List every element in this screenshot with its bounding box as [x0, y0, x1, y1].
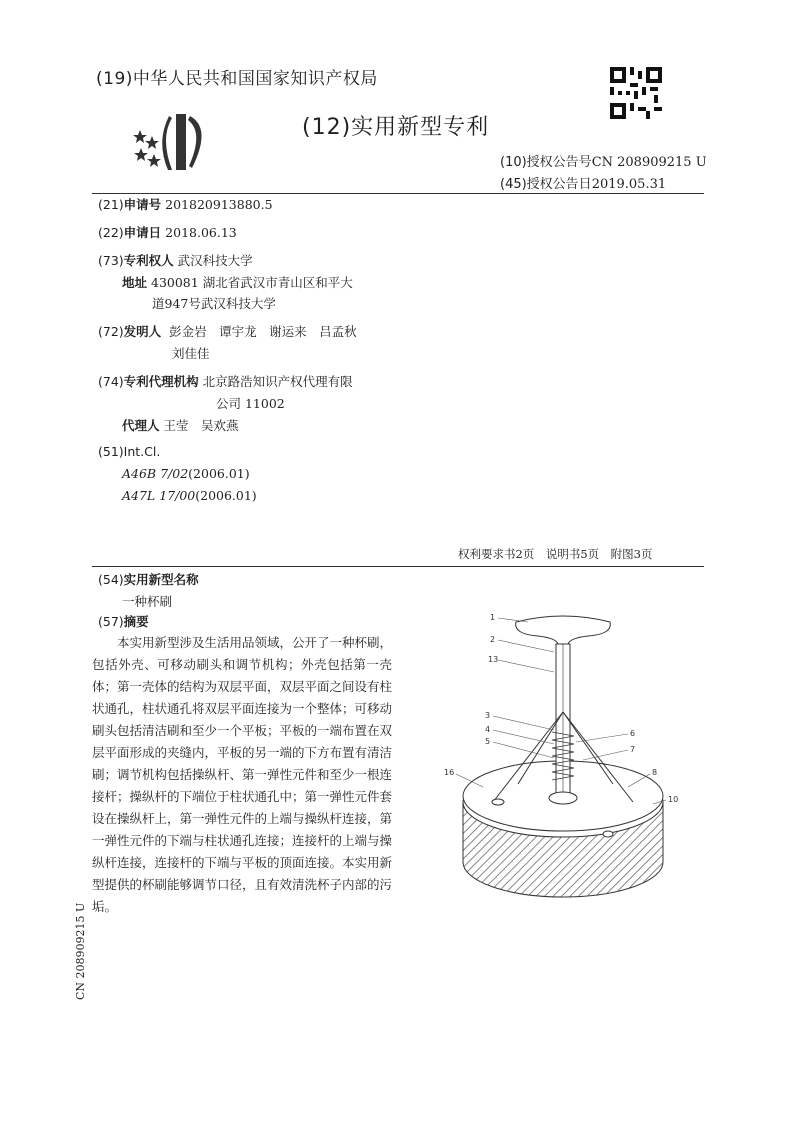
field-label: 代理人	[122, 418, 160, 433]
ipc-heading	[98, 442, 160, 462]
cup-brush-drawing	[438, 612, 688, 912]
ipc-date: (2006.01)	[195, 488, 257, 503]
field-value: 彭金岩 谭宇龙 谢运来 吕孟秋	[169, 324, 357, 339]
drawing-label: 8	[652, 768, 658, 777]
field-label: 申请日	[123, 225, 162, 240]
drawing-label: 5	[485, 737, 491, 746]
application-date	[98, 223, 237, 243]
drawing-label: 10	[668, 795, 679, 804]
field-label: 摘要	[123, 614, 149, 629]
abstract-text: 本实用新型涉及生活用品领域，公开了一种杯刷，包括外壳、可移动刷头和调节机构；外壳包括第一壳体；第一壳体的结构为双层平面，双层平面之间设有柱状通孔，柱状通孔将双层平面连接为一个整体；可移动刷头包括清洁刷和至少一个平板；平板的一端布置在双层平面形成的夹缝内，平板的另一端的下方布置有清洁刷；调节机构包括操纵杆、第一弹性元件和至少一根连接杆；操纵杆的下端位于柱状通孔中；第一弹性元件套设在操纵杆上，第一弹性元件的上端与操纵杆连接，第一弹性元件的下端与柱状通孔连接；连接杆的上端与操纵杆连接，连接杆的下端与平板的顶面连接。本实用新型提供的杯刷能够调节口径，且有效清洗杯子内部的污垢。	[92, 635, 393, 914]
drawing-label: 6	[630, 729, 636, 738]
field-value: 北京路浩知识产权代理有限	[202, 374, 353, 389]
office-title: (19)中华人民共和国国家知识产权局	[96, 69, 378, 89]
address	[122, 273, 353, 293]
section-divider	[92, 566, 704, 567]
utility-model-title: 一种杯刷	[122, 594, 173, 609]
drawing-label: 13	[488, 655, 499, 664]
inventors	[98, 322, 357, 342]
field-code: (72)	[98, 324, 124, 339]
drawing-label: 7	[630, 745, 636, 754]
field-label: 实用新型名称	[123, 572, 199, 587]
address-line2: 道947号武汉科技大学	[152, 296, 276, 311]
field-code: (21)	[98, 197, 124, 212]
ipc-class-1	[122, 464, 250, 484]
publication-number-value: CN 208909215 U	[591, 155, 707, 170]
field-label: 申请号	[123, 197, 162, 212]
drawing-label: 4	[485, 725, 491, 734]
application-number	[98, 195, 273, 215]
utility-model-title-heading	[98, 570, 199, 590]
drawing-label: 1	[490, 613, 496, 622]
field-code: (73)	[98, 253, 124, 268]
ipc-class-2	[122, 486, 257, 506]
publication-number	[500, 151, 707, 170]
field-code: (22)	[98, 225, 124, 240]
agency	[98, 372, 353, 392]
field-value: 430081 湖北省武汉市青山区和平大	[151, 275, 353, 290]
field-label: 专利权人	[123, 253, 174, 268]
field-code: (54)	[98, 572, 124, 587]
qr-code	[610, 67, 662, 119]
publication-date	[500, 173, 666, 192]
header-divider	[92, 193, 704, 194]
ipc-code: A46B 7/02	[122, 466, 189, 481]
page-count-info: 权利要求书2页 说明书5页 附图3页	[458, 547, 653, 561]
publication-date-value: 2019.05.31	[591, 177, 667, 192]
field-label: 地址	[122, 275, 148, 290]
cnipa-logo	[132, 108, 214, 176]
field-value: 201820913880.5	[165, 197, 273, 212]
field-value: 2018.06.13	[165, 225, 237, 240]
field-code: (51)	[98, 444, 124, 459]
agency-line2: 公司 11002	[216, 396, 285, 411]
field-label: Int.Cl.	[123, 444, 161, 459]
drawing-label: 16	[444, 768, 455, 777]
agents	[122, 416, 239, 436]
patentee	[98, 251, 253, 271]
ipc-code: A47L 17/00	[122, 488, 196, 503]
field-label: 发明人	[123, 324, 162, 339]
drawing-label: 2	[490, 635, 496, 644]
publication-number-label: (10)授权公告号	[500, 155, 592, 170]
field-value: 王莹 吴欢燕	[163, 418, 239, 433]
field-code: (57)	[98, 614, 124, 629]
publication-date-label: (45)授权公告日	[500, 177, 592, 192]
document-type: (12)实用新型专利	[302, 115, 490, 140]
ipc-date: (2006.01)	[188, 466, 250, 481]
field-code: (74)	[98, 374, 124, 389]
drawing-label: 3	[485, 711, 491, 720]
side-publication-number: CN 208909215 U	[74, 902, 87, 1000]
abstract-heading	[98, 612, 149, 632]
inventors-line2: 刘佳佳	[172, 346, 210, 361]
field-label: 专利代理机构	[123, 374, 199, 389]
field-value: 武汉科技大学	[177, 253, 253, 268]
